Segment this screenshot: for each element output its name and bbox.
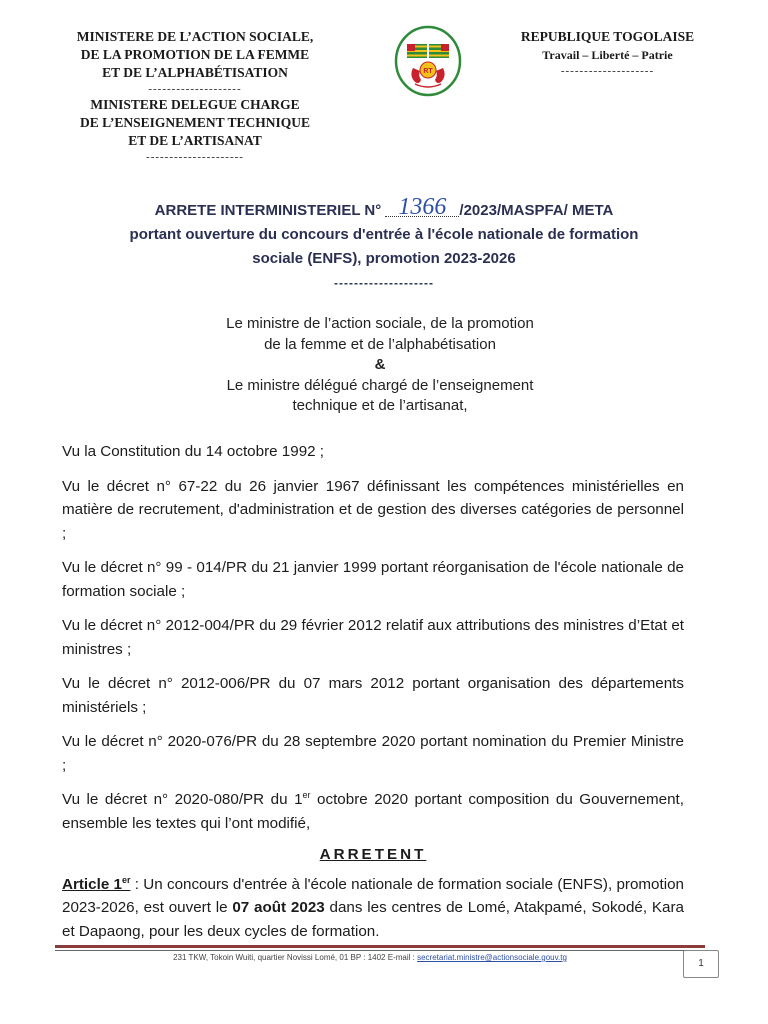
footer-divider xyxy=(55,950,705,951)
exam-date: 07 août 2023 xyxy=(232,899,325,916)
svg-text:RT: RT xyxy=(423,68,433,75)
separator: -------------------- xyxy=(334,276,434,290)
national-seal-icon xyxy=(393,24,463,98)
address-text: 231 TKW, Tokoin Wuiti, quartier Novissi Lomé, 01 BP : 1402 xyxy=(173,953,386,962)
visa-paragraph xyxy=(62,788,684,835)
footer-address xyxy=(90,953,650,962)
signatory-ministers xyxy=(180,314,580,417)
decree-number-line xyxy=(60,194,708,223)
visa-paragraph: Vu le décret n° 2012-004/PR du 29 février 2012 relatif aux attributions des ministres d’Etat et ministres ; xyxy=(62,617,684,658)
visa-paragraph: Vu le décret n° 2012-006/PR du 07 mars 2012 portant organisation des départements ministériels ; xyxy=(62,675,684,716)
arretent-heading: ARRETENT xyxy=(319,846,427,863)
decree-subject-line: portant ouverture du concours d'entrée à l'école nationale de formation xyxy=(129,226,639,243)
separator: -------------------- xyxy=(560,65,655,77)
delegate-ministry-line: MINISTERE DELEGUE CHARGE xyxy=(90,97,300,112)
ministry-name-line: DE LA PROMOTION DE LA FEMME xyxy=(80,47,310,62)
delegate-ministry-line: DE L’ENSEIGNEMENT TECHNIQUE xyxy=(79,115,311,130)
ministry-name-line: MINISTERE DE L’ACTION SOCIALE, xyxy=(76,29,314,44)
article-label: Article 1er xyxy=(62,874,131,893)
country-name: REPUBLIQUE TOGOLAISE xyxy=(520,29,695,44)
visa-text: Vu le décret n° 2020-080/PR du 1 xyxy=(62,791,303,808)
decree-body xyxy=(62,440,684,954)
ampersand: & xyxy=(374,356,386,373)
separator: --------------------- xyxy=(146,151,244,163)
decree-title xyxy=(60,194,708,295)
national-motto: Travail – Liberté – Patrie xyxy=(542,48,673,62)
minister-line: technique et de l’artisanat, xyxy=(292,397,468,414)
decree-prefix: ARRETE INTERMINISTERIEL N° xyxy=(154,202,382,219)
header-right-republic xyxy=(500,28,715,78)
article-text: : Un concours d'entrée à l'école nationale de formation sociale (ENFS), promotion 2023-2026, est ouvert le xyxy=(62,875,684,916)
decree-number-handwritten: 1366 xyxy=(385,198,459,217)
decree-suffix: /2023/MASPFA/ META xyxy=(459,202,614,219)
page-number: 1 xyxy=(683,950,719,978)
visa-text: octobre 2020 portant composition du Gouvernement, ensemble les textes qui l’ont modifié, xyxy=(62,791,684,832)
article-text: dans les centres de Lomé, Atakpamé, Sokodé, Kara et Dapaong, pour les deux cycles de formation. xyxy=(62,899,684,940)
email-link[interactable]: secretariat.ministre@actionsociale.gouv.tg xyxy=(417,953,567,962)
visa-paragraph: Vu le décret n° 99 - 014/PR du 21 janvier 1999 portant réorganisation de l'école nationale de formation sociale ; xyxy=(62,559,684,600)
footer-divider xyxy=(55,945,705,948)
visa-paragraph: Vu la Constitution du 14 octobre 1992 ; xyxy=(62,443,325,460)
visa-paragraph: Vu le décret n° 2020-076/PR du 28 septembre 2020 portant nomination du Premier Ministre ; xyxy=(62,733,684,774)
superscript: er xyxy=(302,789,311,800)
delegate-ministry-line: ET DE L’ARTISANAT xyxy=(128,133,262,148)
visa-paragraph: Vu le décret n° 67-22 du 26 janvier 1967 définissant les compétences ministérielles en matière de recrutement, d'administration et de gestion des diverses catégories de personnel ; xyxy=(62,477,684,542)
article-1 xyxy=(62,873,684,944)
minister-line: de la femme et de l’alphabétisation xyxy=(264,335,496,353)
minister-line: Le ministre de l’action sociale, de la promotion xyxy=(226,315,534,332)
separator: -------------------- xyxy=(148,83,242,95)
ministry-name-line: ET DE L’ALPHABÉTISATION xyxy=(102,65,288,80)
header-left-ministries xyxy=(60,28,330,164)
email-label: E-mail : xyxy=(387,953,415,962)
decree-subject-line: sociale (ENFS), promotion 2023-2026 xyxy=(252,250,516,267)
minister-line: Le ministre délégué chargé de l’enseignement xyxy=(226,376,534,394)
